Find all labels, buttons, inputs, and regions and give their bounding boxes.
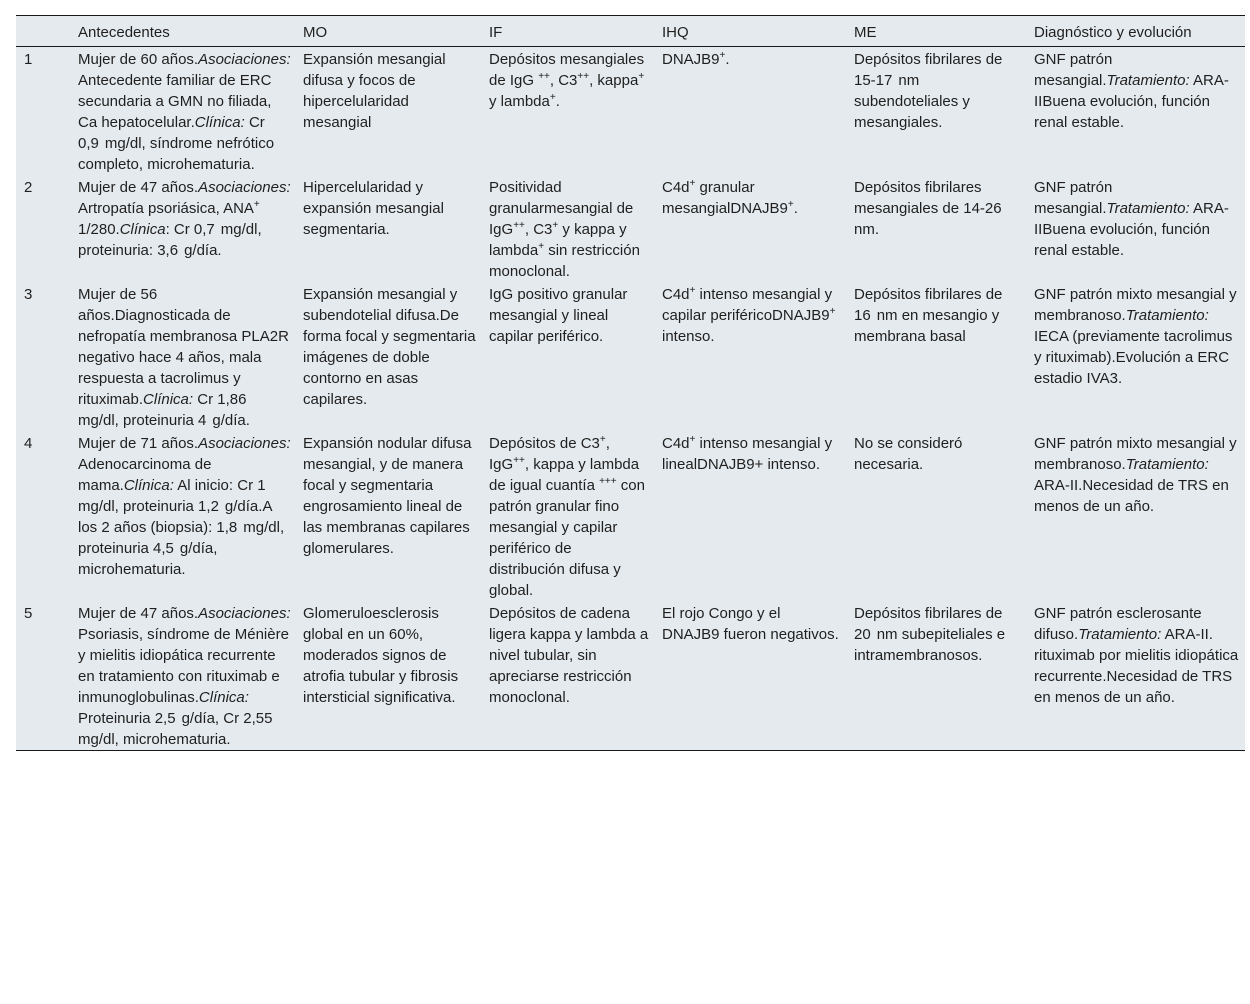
superscript: +	[599, 434, 606, 445]
cell-case-number: 3	[24, 286, 33, 303]
italic-label: Asociaciones:	[198, 605, 291, 622]
cell-text: con patrón granular fino mesangial y capilar periférico de distribución difusa y global.	[489, 477, 645, 599]
cell-text: .	[793, 200, 798, 217]
superscript: +	[538, 241, 545, 252]
header-num	[16, 16, 72, 47]
italic-label: Clínica:	[143, 391, 194, 408]
cell-me	[848, 175, 1028, 282]
superscript: +	[689, 285, 696, 296]
cell-case-number: 1	[24, 51, 33, 68]
cell-antecedentes	[72, 282, 297, 431]
cell-case-number: 4	[24, 435, 33, 452]
cell-text: Mujer de 47 años.	[78, 179, 199, 196]
cell-antecedentes	[72, 175, 297, 282]
table-row	[16, 601, 1245, 750]
cell-diagnostico	[1028, 175, 1245, 282]
superscript: +	[787, 199, 794, 210]
superscript: +	[253, 199, 260, 210]
cell-text: ARA-IIBuena evolución, función renal estable.	[1034, 200, 1229, 259]
italic-label: Tratamiento:	[1125, 456, 1209, 473]
cell-text: ARA-IIBuena evolución, función renal estable.	[1034, 72, 1229, 131]
cell-ihq	[656, 601, 848, 750]
superscript: +	[719, 50, 726, 61]
cell-text: Antecedente familiar de ERC secundaria a GMN no filiada, Ca hepatocelular.	[78, 72, 272, 131]
cell-text: Depósitos de cadena ligera kappa y lambda a nivel tubular, sin apreciarse restricción monoclonal.	[489, 605, 649, 706]
table-row	[16, 175, 1245, 282]
cell-text: El rojo Congo y el DNAJB9 fueron negativos.	[662, 605, 839, 643]
superscript: ++	[513, 220, 525, 231]
italic-label: Tratamiento:	[1106, 200, 1190, 217]
superscript: +	[549, 92, 556, 103]
cell-text: Mujer de 56 años.Diagnosticada de nefropatía membranosa PLA2R negativo hace 4 años, mala respuesta a tacrolimus y rituximab.	[78, 286, 289, 408]
cell-text: Positividad granularmesangial de IgG	[489, 179, 634, 238]
cell-ihq	[656, 431, 848, 601]
cell-text: Proteinuria 2,5 g/día, Cr 2,55 mg/dl, microhematuria.	[78, 710, 279, 748]
cell-text: .	[725, 51, 730, 68]
cell-text: GNF patrón mesangial.	[1034, 51, 1113, 89]
cell-text: GNF patrón esclerosante difuso.	[1034, 605, 1202, 643]
table-body	[16, 47, 1245, 751]
cell-text: Depósitos fibrilares de 16 nm en mesangio y membrana basal	[854, 286, 1003, 345]
cell-antecedentes	[72, 47, 297, 176]
cell-text: C4d	[662, 435, 690, 452]
cell-text: granular mesangialDNAJB9	[662, 179, 788, 217]
cell-me	[848, 282, 1028, 431]
table-row	[16, 431, 1245, 601]
cell-if	[483, 431, 656, 601]
superscript: ++	[577, 71, 590, 82]
table-row	[16, 47, 1245, 176]
cell-text: ARA-II. rituximab por mielitis idiopática recurrente.Necesidad de TRS en menos de un año.	[1034, 626, 1239, 706]
cell-case-number: 5	[24, 605, 33, 622]
cell-text: y kappa y lambda	[489, 221, 627, 259]
italic-label: Asociaciones:	[198, 51, 291, 68]
cell-text: , C3	[524, 221, 553, 238]
header-ihq: IHQ	[662, 24, 689, 41]
cell-text: Depósitos de C3	[489, 435, 600, 452]
cell-text: y lambda	[489, 93, 550, 110]
cell-text: Depósitos mesangiales de IgG	[489, 51, 645, 89]
header-antecedentes: Antecedentes	[78, 24, 170, 41]
cell-text: intenso.	[662, 328, 715, 345]
superscript: +	[829, 306, 836, 317]
cell-text: intenso mesangial y capilar periféricoDNAJB9	[662, 286, 833, 324]
cell-case-number: 2	[24, 179, 33, 196]
header-me: ME	[854, 24, 877, 41]
cell-antecedentes	[72, 601, 297, 750]
cell-text: Glomeruloesclerosis global en un 60%, moderados signos de atrofia tubular y fibrosis intersticial significativa.	[303, 605, 459, 706]
cell-text: , IgG	[489, 435, 610, 473]
superscript: +	[552, 220, 559, 231]
superscript: ++	[513, 455, 525, 466]
cell-if	[483, 282, 656, 431]
italic-label: Tratamiento:	[1078, 626, 1162, 643]
italic-label: Clínica:	[123, 477, 174, 494]
cell-text: GNF patrón mixto mesangial y membranoso.	[1034, 435, 1237, 473]
italic-label: Clínica:	[194, 114, 245, 131]
cell-text: , kappa y lambda de igual cuantía	[489, 456, 640, 494]
cell-diagnostico	[1028, 282, 1245, 431]
cell-mo	[297, 282, 483, 431]
cell-ihq	[656, 47, 848, 176]
cell-text: , kappa	[589, 72, 639, 89]
cell-text: IECA (previamente tacrolimus y rituximab).Evolución a ERC estadio IVA3.	[1034, 328, 1233, 387]
table	[16, 16, 1245, 750]
cell-text: , C3	[549, 72, 578, 89]
italic-label: Clínica	[119, 221, 166, 238]
superscript: +	[638, 71, 645, 82]
cell-text: GNF patrón mesangial.	[1034, 179, 1113, 217]
header-if: IF	[489, 24, 503, 41]
cell-mo	[297, 431, 483, 601]
cell-ihq	[656, 175, 848, 282]
header-diagnostico: Diagnóstico y evolución	[1034, 24, 1192, 41]
cell-text: Adenocarcinoma de mama.	[78, 456, 212, 494]
cell-text: Cr 0,9 mg/dl, síndrome nefrótico completo, microhematuria.	[78, 114, 275, 173]
cell-text: Expansión mesangial y subendotelial difusa.De forma focal y segmentaria imágenes de doble contorno en asas capilares.	[303, 286, 476, 408]
cell-text: Al inicio: Cr 1 mg/dl, proteinuria 1,2 g/día.A los 2 años (biopsia): 1,8 mg/dl, proteinuria 4,5 g/día, microhematuria.	[78, 477, 285, 578]
superscript: ++	[538, 71, 550, 82]
cell-diagnostico	[1028, 601, 1245, 750]
cell-text: : Cr 0,7 mg/dl, proteinuria: 3,6 g/día.	[78, 221, 262, 259]
cell-text: Psoriasis, síndrome de Ménière y mielitis idiopática recurrente en tratamiento con rituximab e inmunoglobulinas.	[78, 626, 289, 706]
cell-text: Mujer de 47 años.	[78, 605, 199, 622]
cell-text: C4d	[662, 179, 690, 196]
cell-text: Mujer de 71 años.	[78, 435, 199, 452]
cell-if	[483, 47, 656, 176]
cell-text: No se consideró necesaria.	[854, 435, 963, 473]
italic-label: Clínica:	[198, 689, 249, 706]
cell-text: Depósitos fibrilares de 15-17 nm subendoteliales y mesangiales.	[854, 51, 1003, 131]
cell-if	[483, 601, 656, 750]
cell-me	[848, 431, 1028, 601]
cell-mo	[297, 47, 483, 176]
header-row	[16, 16, 1245, 47]
cell-text: .	[555, 93, 560, 110]
cell-text: Depósitos fibrilares de 20 nm subepiteliales e intramembranosos.	[854, 605, 1006, 664]
cell-text: C4d	[662, 286, 690, 303]
cell-text: ARA-II.Necesidad de TRS en menos de un año.	[1034, 477, 1229, 515]
cell-text: IgG positivo granular mesangial y lineal capilar periférico.	[489, 286, 628, 345]
cell-if	[483, 175, 656, 282]
cell-text: Expansión mesangial difusa y focos de hipercelularidad mesangial	[303, 51, 446, 131]
cell-text: Artropatía psoriásica, ANA	[78, 200, 254, 217]
case-table	[16, 15, 1245, 751]
cell-ihq	[656, 282, 848, 431]
italic-label: Tratamiento:	[1125, 307, 1209, 324]
cell-text: 1/280.	[78, 221, 120, 238]
header-mo: MO	[303, 24, 328, 41]
cell-text: Depósitos fibrilares mesangiales de 14-26 nm.	[854, 179, 1008, 238]
cell-text: Hipercelularidad y expansión mesangial segmentaria.	[303, 179, 444, 238]
cell-text: DNAJB9	[662, 51, 720, 68]
cell-mo	[297, 175, 483, 282]
italic-label: Tratamiento:	[1106, 72, 1190, 89]
superscript: +	[689, 434, 696, 445]
cell-text: GNF patrón mixto mesangial y membranoso.	[1034, 286, 1237, 324]
superscript: +	[689, 178, 696, 189]
superscript: +++	[599, 476, 617, 487]
italic-label: Asociaciones:	[198, 179, 291, 196]
cell-diagnostico	[1028, 431, 1245, 601]
cell-antecedentes	[72, 431, 297, 601]
cell-text: intenso mesangial y linealDNAJB9+ intenso.	[662, 435, 833, 473]
table-row	[16, 282, 1245, 431]
cell-text: sin restricción monoclonal.	[489, 242, 640, 280]
cell-mo	[297, 601, 483, 750]
cell-diagnostico	[1028, 47, 1245, 176]
italic-label: Asociaciones:	[198, 435, 291, 452]
cell-text: Expansión nodular difusa mesangial, y de manera focal y segmentaria engrosamiento lineal de las membranas capilares glomerulares.	[303, 435, 472, 557]
cell-text: Cr 1,86 mg/dl, proteinuria 4 g/día.	[78, 391, 253, 429]
cell-text: Mujer de 60 años.	[78, 51, 199, 68]
cell-me	[848, 601, 1028, 750]
cell-me	[848, 47, 1028, 176]
